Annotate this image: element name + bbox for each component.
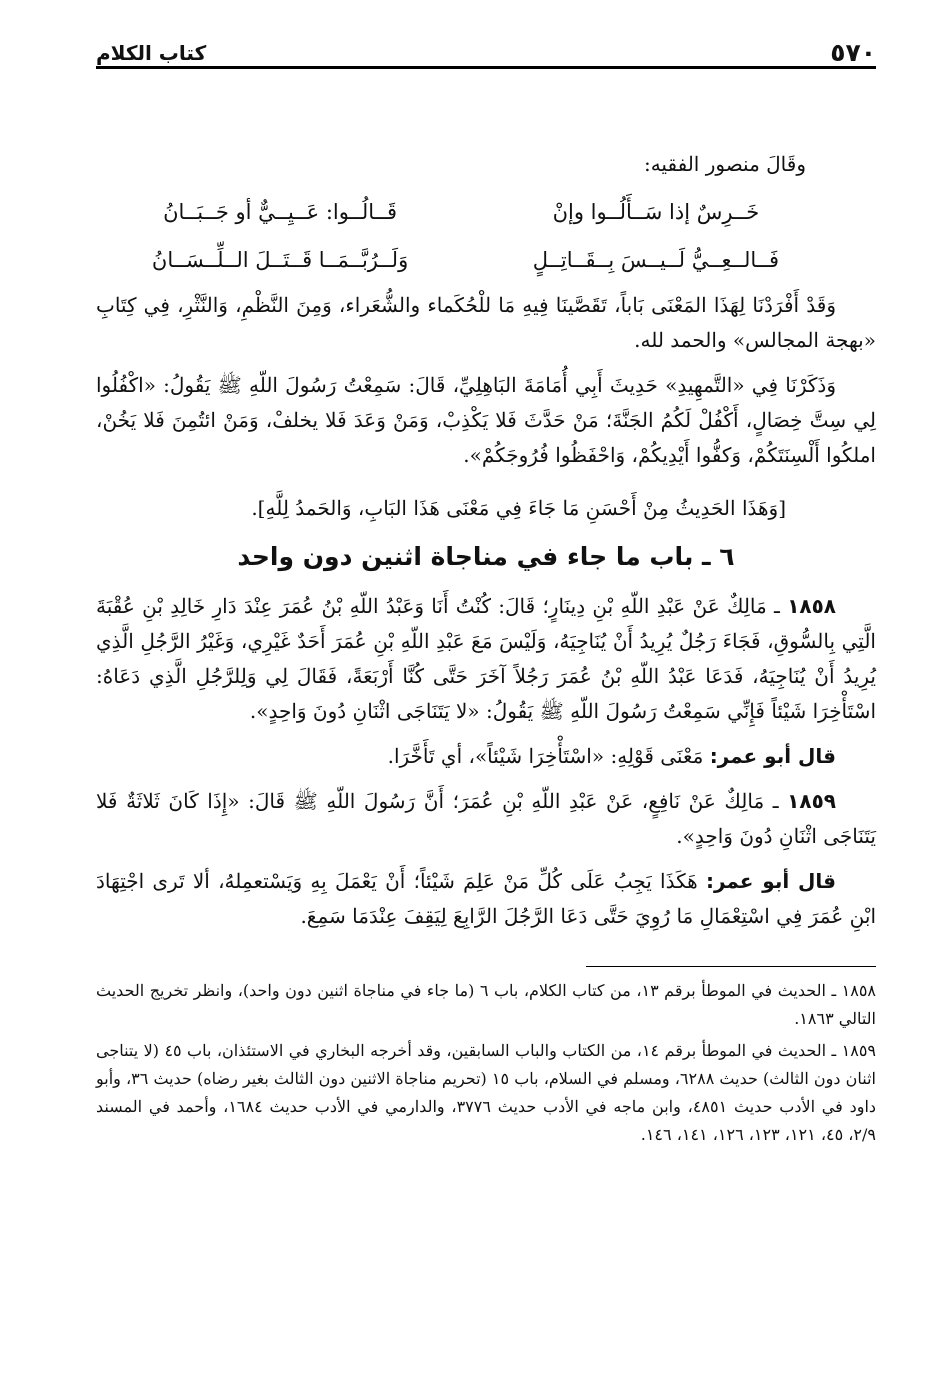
hadith-text: ـ مَالِكٌ عَنْ نَافِعٍ، عَنْ عَبْدِ اللّهِ بْنِ عُمَرَ؛ أَنَّ رَسُولَ اللّهِ ﷺ قَالَ: «إِذَا كَانَ ثَلاثَةٌ فَلا يَتَنَاجَى اثْنَانِ دُونَ وَاحِدٍ». — [96, 789, 876, 848]
running-title: كتاب الكلام — [96, 41, 207, 65]
hadith-number: ١٨٥٨ — [787, 594, 837, 618]
main-text — [96, 147, 876, 934]
hadith-paragraph — [96, 784, 876, 854]
footnotes — [96, 977, 876, 1149]
verse-second-hemistich: قَــالُــوا: عَــيِــيٌّ أو جَــبَــانُ — [163, 200, 398, 224]
verse-first-hemistich: خَــرِسٌ إذا سَــأَلُــوا وإنْ — [552, 200, 760, 224]
hadith-text: ـ مَالِكٌ عَنْ عَبْدِ اللّهِ بْنِ دِينَارٍ؛ قَالَ: كُنْتُ أَنَا وَعَبْدُ اللّهِ بْنُ عُمَرَ عِنْدَ دَارِ خَالِدِ بْنِ عُقْبَةَ الَّتِي بِالسُّوقِ، فَجَاءَ رَجُلٌ يُرِيدُ أَنْ يُنَاجِيَهُ، وَلَيْسَ مَعَ عَبْدِ اللّهِ بْنِ عُمَرَ أَحَدٌ غَيْرِي، وَغَيْرُ الرَّجُلِ الَّذِي يُرِيدُ أَنْ يُنَاجِيَهُ، فَدَعَا عَبْدُ اللّهِ بْنُ عُمَرَ رَجُلاً آخَرَ حَتَّى كُنَّا أَرْبَعَةً، فَقَالَ لِي وَلِلرَّجُلِ الَّذِي دَعَاهُ: اسْتَأْخِرَا شَيْئاً فَإِنِّي سَمِعْتُ رَسُولَ اللّهِ ﷺ يَقُولُ: «لا يَتَنَاجَى اثْنَانِ دُونَ وَاحِدٍ». — [96, 594, 876, 723]
commentary-text: مَعْنَى قَوْلِهِ: «اسْتَأْخِرَا شَيْئاً»، أي تَأَخَّرَا. — [387, 744, 704, 768]
verse-second-hemistich: وَلَــرُبَّــمَــا قَــتَــلَ الــلِّــسَــانُ — [151, 248, 409, 272]
hadith-paragraph — [96, 589, 876, 729]
verse-line — [120, 242, 816, 278]
commentary-paragraph — [96, 864, 876, 934]
bracketed-note: [وَهَذَا الحَدِيثُ مِنْ أَحْسَنِ مَا جَاءَ فِي مَعْنَى هَذَا البَابِ، وَالحَمدُ لِلَّهِ]. — [251, 496, 786, 520]
verse-line — [120, 194, 816, 230]
commentary-paragraph — [96, 739, 876, 774]
poem-intro: وقَالَ منصور الفقيه: — [643, 152, 806, 176]
page-number: ٥٧٠ — [830, 38, 876, 67]
paragraph: وَقَدْ أَفْرَدْنَا لِهَذَا المَعْنَى بَاباً، تَقَصَّينَا فِيهِ مَا للْحُكَماء والشُّعَراء، وَمِنَ النَّظْمِ، وَالنَّثْرِ، فِي كِتَابِ «بهجة المجالس» والحمد لله. — [96, 293, 876, 352]
chapter-heading: ٦ ـ باب ما جاء في مناجاة اثنين دون واحد — [237, 542, 735, 571]
footnote: ١٨٥٩ ـ الحديث في الموطأ برقم ١٤، من الكتاب والباب السابقين، وقد أخرجه البخاري في الاستئذان، باب ٤٥ (لا يتناجى اثنان دون الثالث) حديث ٦٢٨٨، ومسلم في السلام، باب ١٥ (تحريم مناجاة الاثنين دون الثالث بغير رضاه) حديث ٣٦، وأبو داود في الأدب حديث ٤٨٥١، وابن ماجه في الأدب حديث ٣٧٧٦، والدارمي في الأدب حديث ١٦٨٤، وأحمد في المسند ٢/٩، ٤٥، ١٢١، ١٢٣، ١٢٦، ١٤١، ١٤٦. — [96, 1041, 877, 1144]
commentary-text: هَكَذَا يَجِبُ عَلَى كُلِّ مَنْ عَلِمَ شَيْئاً؛ أَنْ يَعْمَلَ بِهِ وَيَسْتعمِلهُ، ألا تَرى اجْتِهَادَ ابْنِ عُمَرَ فِي اسْتِعْمَالِ مَا رُوِيَ حَتَّى دَعَا الرَّجُلَ الرَّابِعَ لِيَقِفَ عِنْدَمَا سَمِعَ. — [96, 869, 876, 928]
page-header — [96, 38, 876, 69]
commentator-label: قال أبو عمر: — [705, 869, 836, 893]
commentator-label: قال أبو عمر: — [709, 744, 836, 768]
footnote-divider — [586, 966, 876, 967]
hadith-number: ١٨٥٩ — [787, 789, 836, 813]
paragraph: وَذَكَرْنَا فِي «التَّمهِيدِ» حَدِيثَ أَبِي أُمَامَةَ البَاهِلِيِّ، قَالَ: سَمِعْتُ رَسُولَ اللّهِ ﷺ يَقُولُ: «اكْفُلُوا لِي سِتَّ خِصَالٍ، أَكْفُلْ لَكُمُ الجَنَّةَ؛ مَنْ حَدَّثَ فَلا يَكْذِبْ، وَمَنْ وَعَدَ فَلا يخلفْ، وَمَنْ ائتُمِنَ فَلا يَخُنْ، املكُوا أَلْسِنَتَكُمْ، وَكفُّوا أَيْدِيكُمْ، وَاحْفَظُوا فُرُوجَكُمْ». — [96, 373, 876, 467]
footnote: ١٨٥٨ ـ الحديث في الموطأ برقم ١٣، من كتاب الكلام، باب ٦ (ما جاء في مناجاة اثنين دون واحد)، وانظر تخريج الحديث التالي ١٨٦٣. — [96, 981, 877, 1028]
verse-first-hemistich: فَــالــعِــيُّ لَــيــسَ بِــقَــاتِــلٍ — [532, 248, 780, 272]
